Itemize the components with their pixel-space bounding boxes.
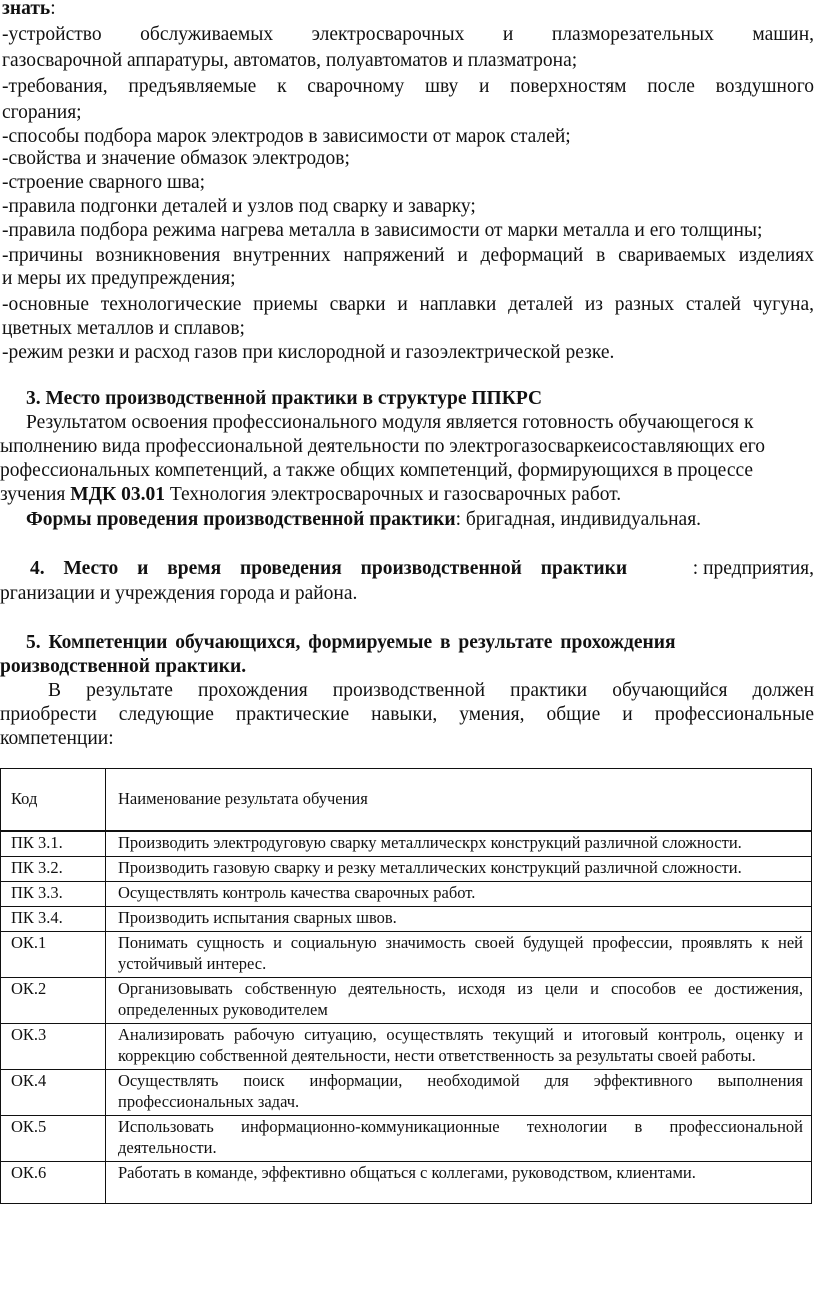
section-3-text: ыполнению вида профессиональной деятельности по электрогазосваркеисоставляющих его <box>0 436 766 457</box>
section-5-text: приобрести следующие практические навыки, умения, общие и профессиональные <box>0 704 814 725</box>
section-3-text: Результатом освоения профессионального модуля является готовность обучающегося к <box>26 412 754 433</box>
section-4-heading: 4. Место и время проведения производственной практики : предприятия, <box>30 558 814 579</box>
know-item: -режим резки и расход газов при кислородной и газоэлектрической резке. <box>2 342 615 363</box>
know-item: -способы подбора марок электродов в зависимости от марок сталей; <box>2 126 571 147</box>
row-code: ОК.1 <box>1 932 106 978</box>
know-item: -причины возникновения внутренних напряжений и деформаций в свариваемых изделиях <box>2 245 814 266</box>
table-row <box>1 932 812 978</box>
table-row <box>1 1024 812 1070</box>
table-row <box>1 1116 812 1162</box>
row-code: ОК.3 <box>1 1024 106 1070</box>
know-item: сгорания; <box>2 102 82 123</box>
row-name: Использовать информационно-коммуникационные технологии в профессиональной деятельности. <box>106 1116 812 1162</box>
row-name: Осуществлять контроль качества сварочных работ. <box>106 882 812 907</box>
row-code: ОК.2 <box>1 978 106 1024</box>
know-item: -правила подбора режима нагрева металла в зависимости от марки металла и его толщины; <box>2 220 763 241</box>
table-row <box>1 831 812 857</box>
row-name: Понимать сущность и социальную значимость своей будущей профессии, проявлять к ней устойчивый интерес. <box>106 932 812 978</box>
know-item: -строение сварного шва; <box>2 172 206 193</box>
section-3-text: рофессиональных компетенций, а также общих компетенций, формирующихся в процессе <box>0 460 754 481</box>
row-name: Анализировать рабочую ситуацию, осуществлять текущий и итоговый контроль, оценку и коррекцию собственной деятельности, нести ответственность за результаты своей работы. <box>106 1024 812 1070</box>
section-4-text: рганизации и учреждения города и района. <box>0 583 358 604</box>
practice-forms: Формы проведения производственной практики: бригадная, индивидуальная. <box>26 509 702 530</box>
table-row <box>1 1070 812 1116</box>
table-row <box>1 1162 812 1204</box>
section-5-text: В результате прохождения производственной практики обучающийся должен <box>48 680 814 701</box>
section-5-heading: 5. Компетенции обучающихся, формируемые в результате прохождения <box>26 632 676 653</box>
row-name: Производить электродуговую сварку металлическрх конструкций различной сложности. <box>106 831 812 857</box>
know-item: газосварочной аппаратуры, автоматов, полуавтоматов и плазматрона; <box>2 50 578 71</box>
row-name: Производить газовую сварку и резку металлических конструкций различной сложности. <box>106 857 812 882</box>
table-header-row <box>1 769 812 832</box>
section-5-text: компетенции: <box>0 728 114 749</box>
row-name: Производить испытания сварных швов. <box>106 907 812 932</box>
know-item: -устройство обслуживаемых электросварочных и плазморезательных машин, <box>2 24 814 45</box>
row-code: ОК.6 <box>1 1162 106 1204</box>
table-row <box>1 882 812 907</box>
row-code: ПК 3.2. <box>1 857 106 882</box>
row-name: Работать в команде, эффективно общаться с коллегами, руководством, клиентами. <box>106 1162 812 1204</box>
know-item: и меры их предупреждения; <box>2 268 236 289</box>
row-name: Организовывать собственную деятельность, исходя из цели и способов ее достижения, определенных руководителем <box>106 978 812 1024</box>
know-item: -свойства и значение обмазок электродов; <box>2 148 350 169</box>
row-code: ПК 3.1. <box>1 831 106 857</box>
row-code: ОК.5 <box>1 1116 106 1162</box>
row-code: ОК.4 <box>1 1070 106 1116</box>
row-name: Осуществлять поиск информации, необходимой для эффективного выполнения профессиональных задач. <box>106 1070 812 1116</box>
know-item: -правила подгонки деталей и узлов под сварку и заварку; <box>2 196 476 217</box>
table-row <box>1 978 812 1024</box>
row-code: ПК 3.4. <box>1 907 106 932</box>
row-code: ПК 3.3. <box>1 882 106 907</box>
table-row <box>1 907 812 932</box>
header-name: Наименование результата обучения <box>106 769 812 832</box>
section-3-text: зучения МДК 03.01 Технология электросварочных и газосварочных работ. <box>0 484 622 505</box>
competencies-table <box>0 768 812 1204</box>
table-row <box>1 857 812 882</box>
know-heading: знать: <box>2 0 56 19</box>
know-item: -требования, предъявляемые к сварочному шву и поверхностям после воздушного <box>2 76 814 97</box>
header-code: Код <box>1 769 106 832</box>
section-3-heading: 3. Место производственной практики в структуре ППКРС <box>26 388 543 409</box>
section-5-heading: роизводственной практики. <box>0 656 247 677</box>
know-item: цветных металлов и сплавов; <box>2 318 245 339</box>
know-item: -основные технологические приемы сварки и наплавки деталей из разных сталей чугуна, <box>2 294 814 315</box>
